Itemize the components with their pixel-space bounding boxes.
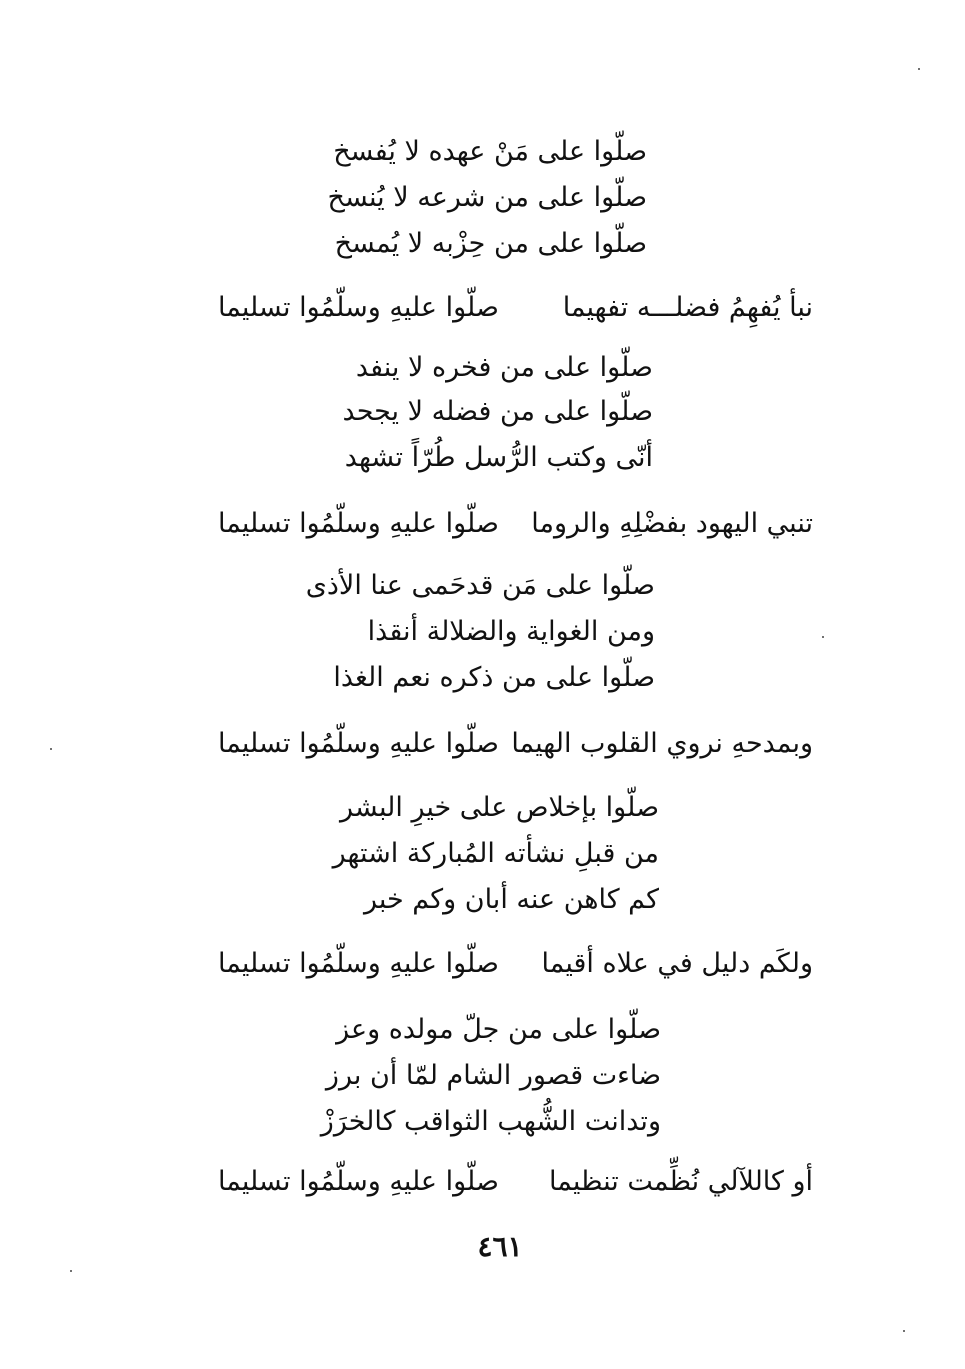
- refrain-second-half: صلّوا عليهِ وسلّمُوا تسليما: [218, 508, 499, 539]
- scan-speck: [918, 68, 920, 70]
- stanza-3: [305, 566, 655, 706]
- scan-speck: [903, 1330, 905, 1332]
- verse-line: صلّوا على مَن قدحَمى عنا الأذى: [305, 570, 655, 601]
- refrain-second-half: صلّوا عليهِ وسلّمُوا تسليما: [218, 948, 499, 979]
- verse-line: صلّوا على من ذكره نعم الغذا: [333, 662, 655, 693]
- stanza-1: [327, 132, 647, 272]
- verse-line: ضاءت قصور الشام لمّا أن برز: [325, 1060, 661, 1091]
- verse-line: من قبلِ نشأته المُباركة اشتهر: [332, 838, 659, 869]
- verse-line: صلّوا على من شرعه لا يُنسخ: [327, 182, 647, 213]
- refrain-second-half: صلّوا عليهِ وسلّمُوا تسليما: [218, 292, 499, 323]
- refrain-line: [218, 724, 813, 764]
- verse-line: أنّى وكتب الرُّسل طُرّاً تشهد: [344, 442, 653, 473]
- verse-line: صلّوا على مَنْ عهده لا يُفسخ: [333, 136, 647, 167]
- refrain-second-half: صلّوا عليهِ وسلّمُوا تسليما: [218, 1166, 499, 1197]
- page-number: ٤٦١: [477, 1230, 523, 1263]
- verse-line: صلّوا على من فضله لا يجحد: [342, 396, 653, 427]
- refrain-line: [218, 288, 813, 328]
- refrain-first-half: أو كاللآلي نُظِّمت تنظيما: [548, 1166, 813, 1197]
- verse-line: صلّوا على من فخره لا ينفد: [355, 352, 653, 383]
- refrain-second-half: صلّوا عليهِ وسلّمُوا تسليما: [218, 728, 499, 759]
- refrain-line: [218, 944, 813, 984]
- verse-line: وتدانت الشُّهب الثواقب كالخرَزْ: [320, 1106, 661, 1137]
- stanza-5: [320, 1010, 661, 1150]
- scan-speck: [70, 1270, 72, 1272]
- refrain-first-half: ولكَم دليل في علاه أقيما: [541, 948, 813, 979]
- stanza-4: [332, 788, 659, 928]
- refrain-line: [218, 1162, 813, 1202]
- refrain-first-half: نبأ يُفهِمُ فضلـــه تفهيما: [562, 292, 813, 323]
- refrain-first-half: تنبي اليهود بفضْلِهِ والروما: [531, 508, 813, 539]
- verse-line: صلّوا على من جلّ مولده وعز: [336, 1014, 661, 1045]
- stanza-2: [333, 348, 653, 488]
- scan-speck: [50, 748, 52, 750]
- verse-line: صلّوا بإخلاص على خيرِ البشر: [340, 792, 659, 823]
- verse-line: ومن الغواية والضلالة أنقذا: [367, 616, 655, 647]
- refrain-first-half: وبمدحهِ نروي القلوب الهيما: [511, 728, 813, 759]
- verse-line: صلّوا على من حِزْبه لا يُمسخ: [334, 228, 647, 259]
- scan-speck: [822, 636, 824, 638]
- verse-line: كم كاهن عنه أبان وكم خبر: [363, 884, 659, 915]
- refrain-line: [218, 504, 813, 544]
